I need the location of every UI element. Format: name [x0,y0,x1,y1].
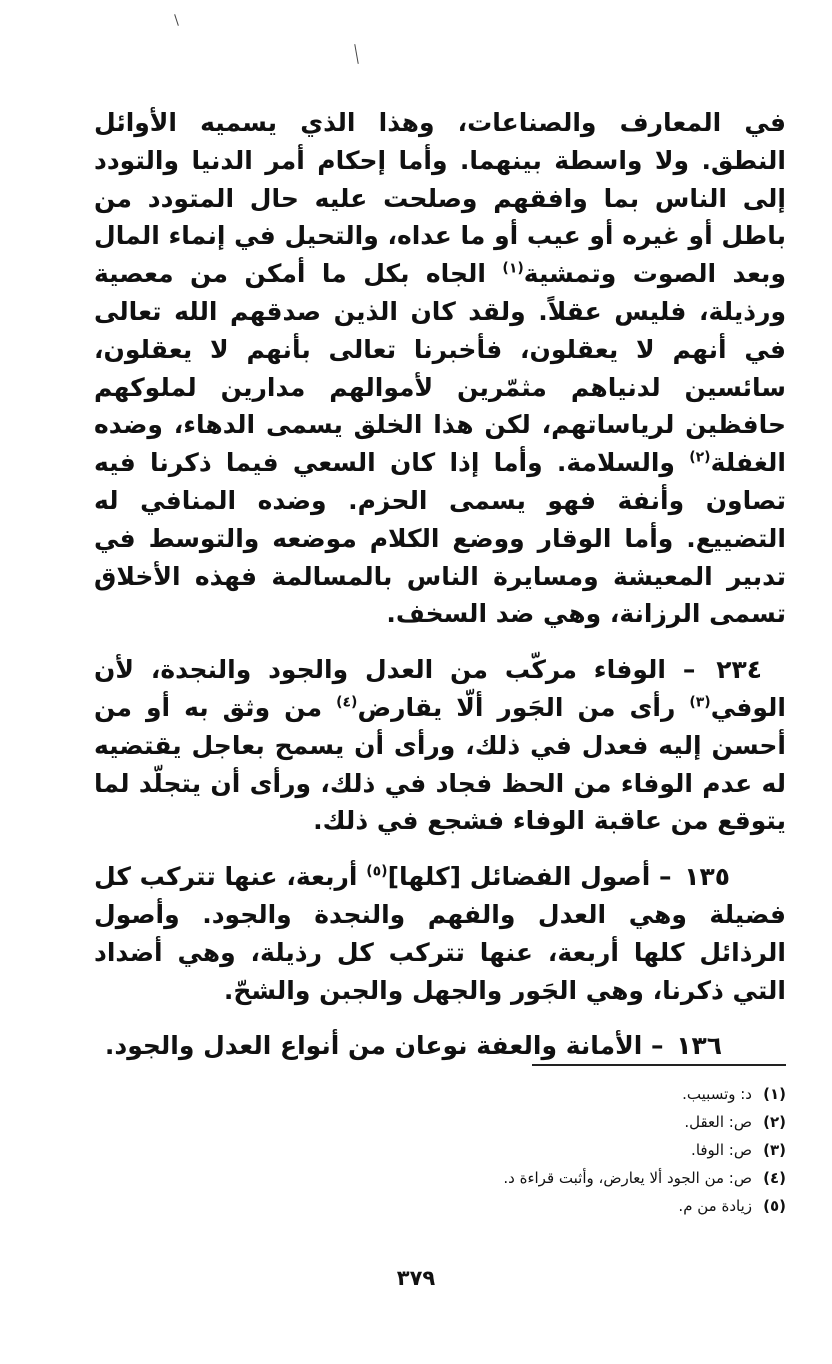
footnote [380,1192,786,1220]
footnote [380,1080,786,1108]
paragraph-text: في المعارف والصناعات، وهذا الذي يسميه الأوائل النطق. ولا واسطة بينهما. وأما إحكام أمر الدنيا والتودد إلى الناس بما وافقهم وصلحت عليه حال المتودد من باطل أو غيره أو عيب أو ما عداه، والتحيل في إنماء المال وبعد الصوت وتمشية [94,108,786,289]
section-number: ١٣٥ [684,862,730,892]
footnote-number: (٣) [763,1141,786,1159]
footnote [380,1108,786,1136]
footnote-text: ص: من الجود ألا يعارض، وأثبت قراءة د. [503,1169,752,1187]
footnote-text: د: وتسبيب. [682,1085,752,1103]
footnote-marker: (٣) [689,694,711,711]
footnote-marker: (٢) [689,449,711,466]
footnotes-list [380,1080,786,1220]
footnote-marker: (٤) [336,694,358,711]
section-number: ١٣٦ [676,1031,722,1061]
paragraph-text: رأى من الجَور ألّا يقارض [357,692,690,722]
paragraph [94,858,786,1009]
paragraph-text: من وثق به أو من أحسن إليه فعدل في ذلك، ورأى أن يسمح بعاجل يقتضيه له عدم الوفاء من الحظ فجاد في ذلك، ورأى أن يتجلّد لما يتوقع من عاقبة الوفاء فشجع في ذلك. [94,692,786,836]
footnote-text: ص: الوفا. [691,1141,752,1159]
paragraph [94,1027,786,1065]
footnote-divider [532,1064,786,1066]
footnote-marker: (١) [502,260,524,277]
main-text [94,104,786,1065]
footnote-number: (٤) [763,1169,786,1187]
paragraph-text: – أصول الفضائل [كلها] [387,862,681,892]
footnote-number: (١) [763,1085,786,1103]
footnote-marker: (٥) [366,863,388,880]
footnote-number: (٥) [763,1197,786,1215]
footnote [380,1136,786,1164]
paragraph-text: – الأمانة والعفة نوعان من أنواع العدل والجود. [104,1031,673,1061]
paragraph [94,651,786,840]
footnote-text: زيادة من م. [678,1197,752,1215]
section-number: ٢٣٤ [716,655,762,685]
footnote-number: (٢) [763,1113,786,1131]
paragraph-text: أربعة، عنها تتركب كل فضيلة وهي العدل والفهم والنجدة والجود. وأصول الرذائل كلها أربعة، عنها تتركب كل رذيلة، وهي أضداد التي ذكرنا، وهي الجَور والجهل والجبن والشحّ. [94,862,786,1005]
footnote [380,1164,786,1192]
footnote-text: ص: العقل. [684,1113,752,1131]
paragraph-text: – الوفاء مركّب من العدل والجود والنجدة، لأن الوفي [94,655,786,722]
paragraph-text: والسلامة. وأما إذا كان السعي فيما ذكرنا فيه تصاون وأنفة فهو يسمى الحزم. وضده المنافي له التضييع. وأما الوقار ووضع الكلام موضعه والتوسط في تدبير المعيشة ومسايرة الناس بالمسالمة فهذه الأخلاق تسمى الرزانة، وهي ضد السخف. [94,448,786,629]
paragraph-text: الجاه بكل ما أمكن من معصية ورذيلة، فليس عقلاً. ولقد كان الذين صدقهم الله تعالى في أنهم لا يعقلون، فأخبرنا تعالى بأنهم لا يعقلون، سائسين لدنياهم مثمّرين لأموالهم مدارين لملوكهم حافظين لرياساتهم، لكن هذا الخلق يسمى الدهاء، وضده الغفلة [94,259,786,478]
paragraph [94,104,786,633]
scan-speck [354,44,358,64]
page-number: ٣٧٩ [396,1266,436,1290]
scan-speck [174,14,179,26]
